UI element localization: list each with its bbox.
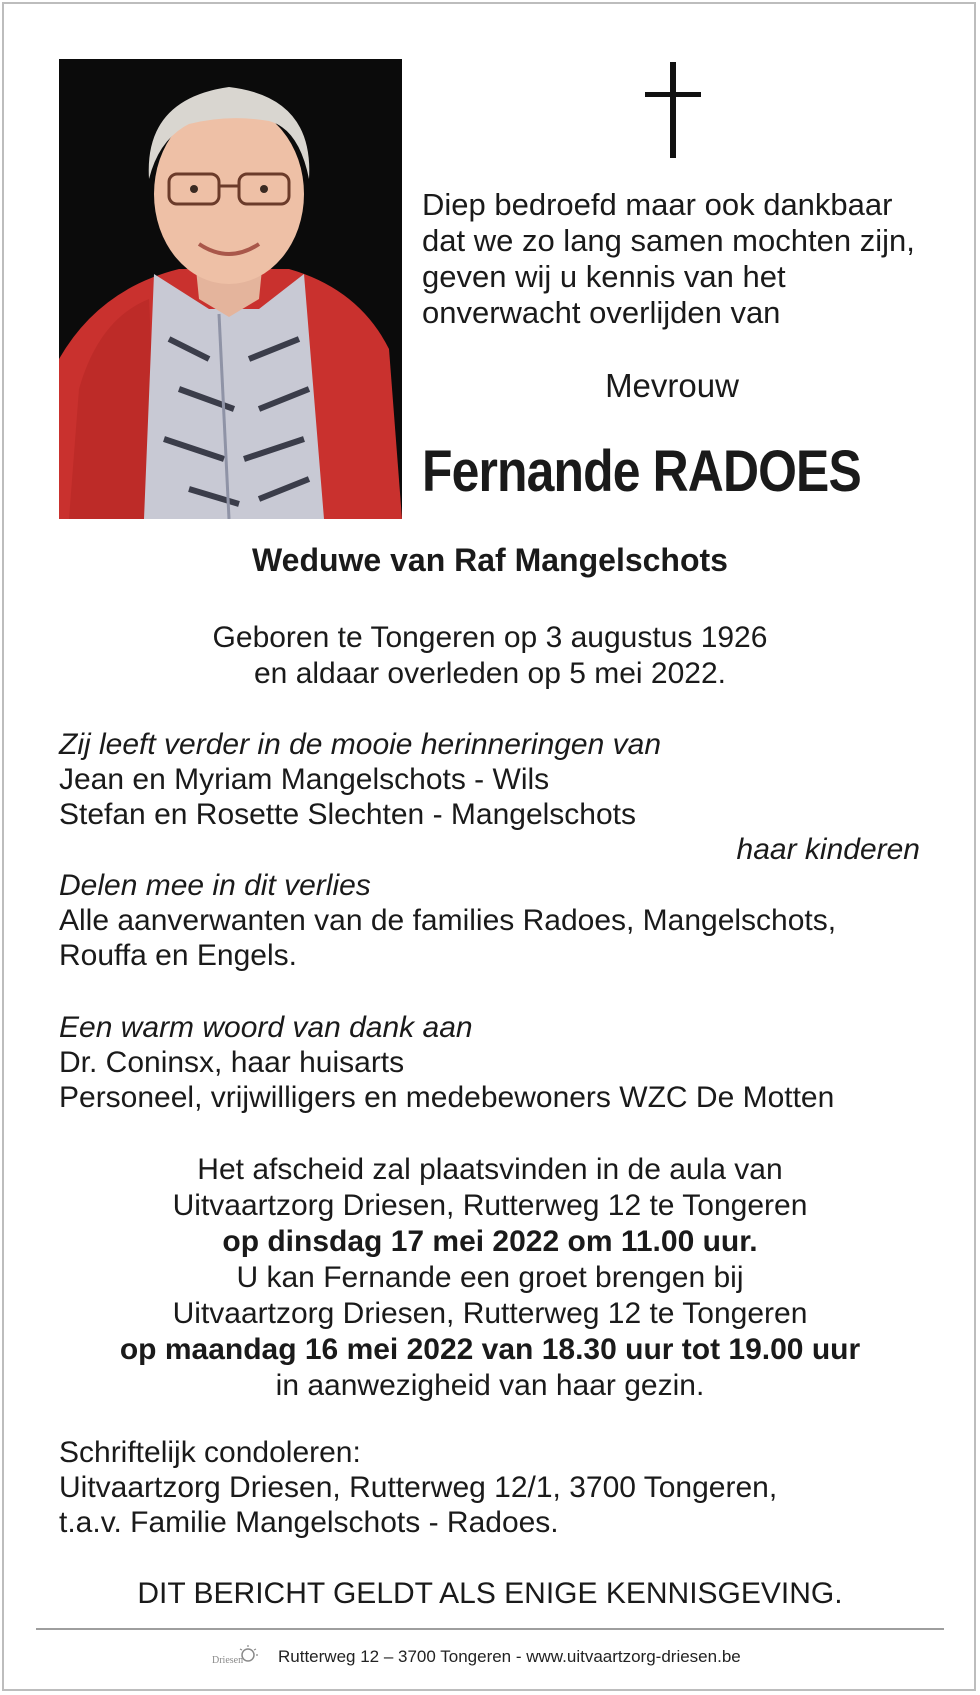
portrait-photo bbox=[59, 59, 402, 519]
driesen-logo bbox=[210, 1643, 266, 1677]
condolences-line: t.a.v. Familie Mangelschots - Radoes. bbox=[59, 1506, 559, 1539]
intro-line: Diep bedroefd maar ook dankbaar bbox=[422, 187, 893, 222]
ceremony-line: Uitvaartzorg Driesen, Rutterweg 12 te Tongeren bbox=[172, 1189, 808, 1222]
family-line: Jean en Myriam Mangelschots - Wils bbox=[59, 763, 550, 796]
intro-line: dat we zo lang samen mochten zijn, bbox=[422, 223, 915, 258]
footer-address: Rutterweg 12 – 3700 Tongeren - www.uitvaartzorg-driesen.be bbox=[278, 1647, 741, 1666]
share-line: Rouffa en Engels. bbox=[59, 939, 297, 972]
ceremony-line: Uitvaartzorg Driesen, Rutterweg 12 te Tongeren bbox=[172, 1297, 808, 1330]
thanks-heading: Een warm woord van dank aan bbox=[59, 1011, 473, 1044]
condolences-block bbox=[59, 1435, 959, 1540]
widow-line: Weduwe van Raf Mangelschots bbox=[252, 542, 728, 578]
thanks-block bbox=[59, 1010, 959, 1115]
family-relation: haar kinderen bbox=[736, 833, 920, 866]
thanks-line: Dr. Coninsx, haar huisarts bbox=[59, 1046, 405, 1079]
family-heading: Zij leeft verder in de mooie herinneringen van bbox=[59, 728, 662, 761]
birth-line: Geboren te Tongeren op 3 augustus 1926 bbox=[212, 621, 768, 654]
ceremony-line: U kan Fernande een groet brengen bij bbox=[236, 1261, 744, 1294]
visitation-date: op maandag 16 mei 2022 van 18.30 uur tot 19.00 uur bbox=[119, 1333, 861, 1366]
footer-divider bbox=[36, 1628, 944, 1630]
ceremony-line: Het afscheid zal plaatsvinden in de aula van bbox=[197, 1153, 783, 1186]
intro-line: onverwacht overlijden van bbox=[422, 295, 781, 330]
thanks-line: Personeel, vrijwilligers en medebewoners WZC De Motten bbox=[59, 1081, 835, 1114]
birth-death-block bbox=[0, 620, 980, 692]
ceremony-block bbox=[0, 1152, 980, 1404]
portrait-illustration bbox=[59, 59, 402, 519]
family-block bbox=[59, 727, 959, 832]
death-line: en aldaar overleden op 5 mei 2022. bbox=[253, 657, 726, 690]
logo-text: Driesen bbox=[212, 1655, 244, 1666]
intro-text bbox=[422, 187, 942, 331]
share-line: Alle aanverwanten van de families Radoes, Mangelschots, bbox=[59, 904, 837, 937]
honorific: Mevrouw bbox=[605, 367, 739, 404]
family-line: Stefan en Rosette Slechten - Mangelschots bbox=[59, 798, 637, 831]
condolences-line: Schriftelijk condoleren: bbox=[59, 1436, 361, 1469]
share-block bbox=[59, 868, 959, 973]
share-heading: Delen mee in dit verlies bbox=[59, 869, 371, 902]
intro-line: geven wij u kennis van het bbox=[422, 259, 786, 294]
deceased-name: Fernande RADOES bbox=[422, 439, 861, 504]
cross-icon bbox=[645, 62, 701, 158]
ceremony-date: op dinsdag 17 mei 2022 om 11.00 uur. bbox=[222, 1225, 758, 1258]
condolences-line: Uitvaartzorg Driesen, Rutterweg 12/1, 3700 Tongeren, bbox=[59, 1471, 778, 1504]
notice-line: DIT BERICHT GELDT ALS ENIGE KENNISGEVING. bbox=[137, 1577, 843, 1610]
ceremony-line: in aanwezigheid van haar gezin. bbox=[275, 1369, 705, 1402]
